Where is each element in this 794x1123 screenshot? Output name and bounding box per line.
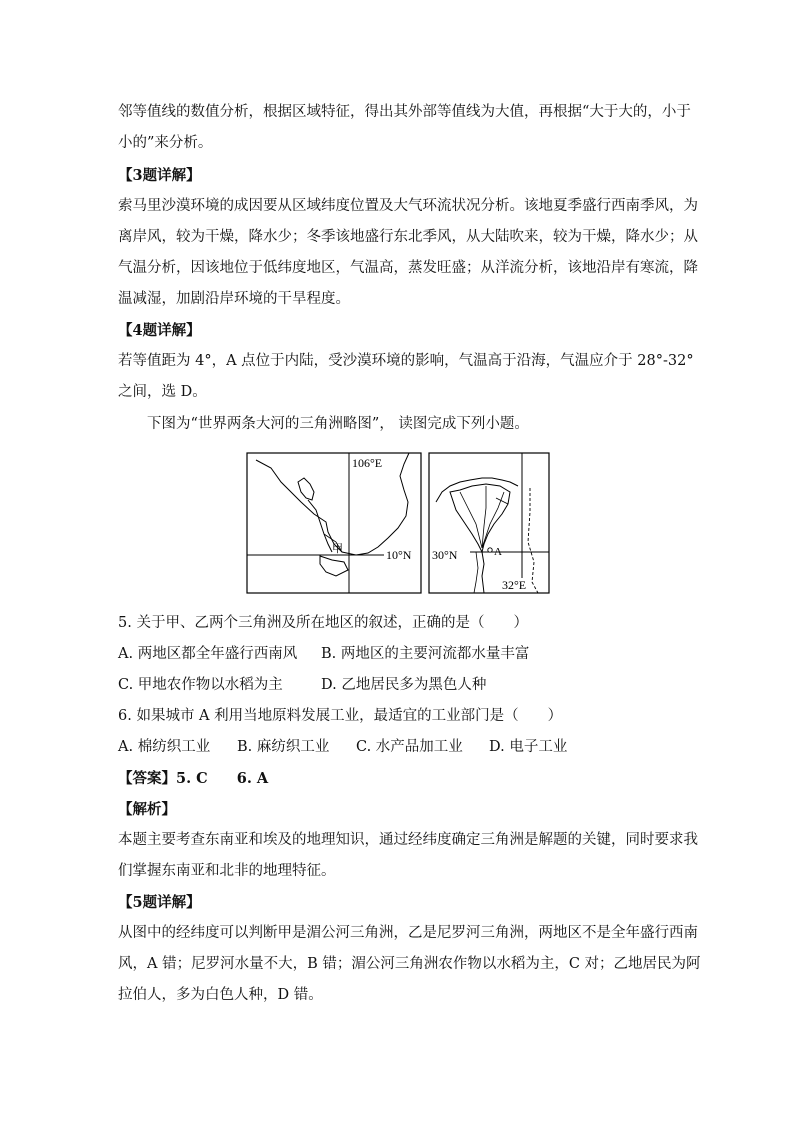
figure-intro: 下图为“世界两条大河的三角洲略图”， 读图完成下列小题。 — [147, 416, 529, 432]
q5-option-a: A. 两地区都全年盛行西南风 — [118, 646, 298, 662]
text-line: 邻等值线的数值分析，根据区域特征，得出其外部等值线为大值，再根据“大于大的，小于 — [118, 104, 691, 120]
section-heading: 【5题详解】 — [118, 894, 201, 911]
text-line: 拉伯人，多为白色人种，D 错。 — [118, 987, 323, 1003]
left-lat-label: 10°N — [386, 548, 412, 562]
q6-option-c: C. 水产品加工业 — [356, 739, 463, 755]
q6-option-b: B. 麻纺织工业 — [237, 739, 330, 755]
right-lon-label: 32°E — [502, 578, 527, 592]
q5-options-row-1 — [118, 645, 678, 664]
q6-option-a: A. 棉纺织工业 — [118, 739, 211, 755]
text-line: 离岸风，较为干燥，降水少；冬季该地盛行东北季风，从大陆吹来，较为干燥，降水少；从 — [118, 229, 698, 245]
delta-maps-figure — [246, 452, 550, 594]
q6-options-row — [118, 738, 678, 757]
q5-option-c: C. 甲地农作物以水稻为主 — [118, 677, 283, 693]
city-a-label: A — [494, 546, 502, 558]
question-6: 6. 如果城市 A 利用当地原料发展工业，最适宜的工业部门是（ ） — [118, 708, 563, 724]
answer-line: 【答案】5. C 6. A — [118, 770, 269, 787]
text-line: 从图中的经纬度可以判断甲是湄公河三角洲，乙是尼罗河三角洲，两地区不是全年盛行西南 — [118, 925, 698, 941]
section-heading: 【解析】 — [118, 801, 176, 818]
q6-option-d: D. 电子工业 — [489, 739, 568, 755]
text-line: 之间，选 D。 — [118, 384, 207, 400]
nile-delta-map — [429, 453, 549, 593]
question-5: 5. 关于甲、乙两个三角洲及所在地区的叙述，正确的是（ ） — [118, 615, 528, 631]
text-line: 小的”来分析。 — [118, 135, 213, 151]
text-line: 风，A 错；尼罗河水量不大，B 错；湄公河三角洲农作物以水稻为主，C 对；乙地居民为阿 — [118, 956, 701, 972]
mekong-delta-map — [247, 453, 421, 593]
text-line: 们掌握东南亚和北非的地理特征。 — [118, 863, 336, 879]
text-line: 本题主要考查东南亚和埃及的地理知识，通过经纬度确定三角洲是解题的关键，同时要求我 — [118, 832, 698, 848]
text-line: 温减湿，加剧沿岸环境的干旱程度。 — [118, 291, 350, 307]
section-heading: 【4题详解】 — [118, 322, 201, 339]
q5-option-b: B. 两地区的主要河流都水量丰富 — [321, 646, 530, 662]
left-lon-label: 106°E — [352, 456, 383, 470]
delta-jia-label: 甲 — [332, 543, 343, 555]
right-lat-label: 30°N — [432, 548, 458, 562]
text-line: 索马里沙漠环境的成因要从区域纬度位置及大气环流状况分析。该地夏季盛行西南季风，为 — [118, 198, 698, 214]
text-line: 气温分析，因该地位于低纬度地区，气温高，蒸发旺盛；从洋流分析，该地沿岸有寒流，降 — [118, 260, 698, 276]
q5-option-d: D. 乙地居民多为黑色人种 — [321, 677, 487, 693]
q5-options-row-2 — [118, 676, 678, 695]
text-line: 若等值距为 4°，A 点位于内陆，受沙漠环境的影响，气温高于沿海，气温应介于 28°-32° — [118, 353, 694, 369]
section-heading: 【3题详解】 — [118, 167, 201, 184]
city-a-marker — [488, 548, 492, 552]
